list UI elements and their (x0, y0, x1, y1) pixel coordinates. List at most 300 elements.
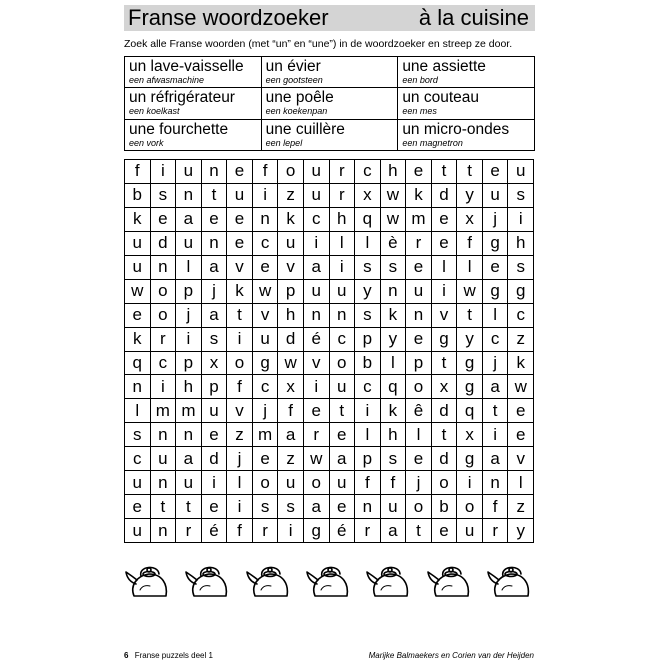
grid-letter[interactable]: è (380, 231, 406, 255)
grid-letter[interactable]: r (150, 327, 176, 351)
grid-letter[interactable]: o (150, 303, 176, 327)
grid-letter[interactable]: d (150, 231, 176, 255)
grid-letter[interactable]: y (457, 327, 483, 351)
grid-letter[interactable]: e (252, 447, 278, 471)
grid-letter[interactable]: u (125, 255, 151, 279)
grid-letter[interactable]: i (508, 207, 534, 231)
grid-letter[interactable]: y (380, 327, 406, 351)
grid-letter[interactable]: w (380, 207, 406, 231)
grid-letter[interactable]: f (457, 231, 483, 255)
french-word: un lave-vaisselle (129, 58, 244, 75)
grid-letter[interactable]: x (278, 375, 304, 399)
grid-letter[interactable]: e (252, 255, 278, 279)
grid-letter[interactable]: a (303, 255, 329, 279)
grid-row (125, 279, 534, 303)
grid-letter[interactable]: h (380, 160, 406, 184)
grid-letter[interactable]: w (457, 279, 483, 303)
grid-letter[interactable]: l (125, 399, 151, 423)
grid-letter[interactable]: u (176, 471, 202, 495)
grid-letter[interactable]: f (355, 471, 381, 495)
grid-letter[interactable]: n (201, 231, 227, 255)
grid-letter[interactable]: h (329, 207, 355, 231)
grid-row (125, 231, 534, 255)
grid-letter[interactable]: s (278, 495, 304, 519)
french-word: une poêle (265, 89, 334, 107)
grid-letter[interactable]: e (329, 423, 355, 447)
grid-letter[interactable]: o (329, 351, 355, 375)
grid-letter[interactable]: q (380, 375, 406, 399)
grid-letter[interactable]: j (406, 471, 432, 495)
grid-letter[interactable]: j (227, 447, 253, 471)
kettle-icon (184, 554, 234, 600)
grid-letter[interactable]: w (303, 447, 329, 471)
grid-letter[interactable]: h (278, 303, 304, 327)
grid-letter[interactable]: g (482, 231, 508, 255)
grid-letter[interactable]: k (380, 303, 406, 327)
grid-letter[interactable]: f (252, 160, 278, 184)
grid-letter[interactable]: e (201, 423, 227, 447)
grid-letter[interactable]: t (150, 495, 176, 519)
grid-letter[interactable]: e (482, 160, 508, 184)
grid-letter[interactable]: j (482, 351, 508, 375)
vocab-cell (261, 119, 398, 150)
grid-row (125, 303, 534, 327)
grid-letter[interactable]: w (508, 375, 534, 399)
grid-letter[interactable]: e (431, 207, 457, 231)
grid-letter[interactable]: h (176, 375, 202, 399)
grid-letter[interactable]: t (431, 351, 457, 375)
grid-letter[interactable]: i (303, 375, 329, 399)
grid-letter[interactable]: h (380, 423, 406, 447)
authors: Marijke Balmaekers en Corien van der Heijden (368, 651, 534, 660)
grid-letter[interactable]: i (150, 375, 176, 399)
grid-letter[interactable]: n (355, 495, 381, 519)
grid-letter[interactable]: e (406, 255, 432, 279)
grid-letter[interactable]: o (252, 471, 278, 495)
grid-letter[interactable]: l (380, 351, 406, 375)
grid-letter[interactable]: x (201, 351, 227, 375)
grid-letter[interactable]: e (227, 207, 253, 231)
grid-letter[interactable]: e (431, 519, 457, 543)
grid-letter[interactable]: c (303, 207, 329, 231)
grid-letter[interactable]: r (252, 519, 278, 543)
grid-letter[interactable]: u (329, 471, 355, 495)
grid-letter[interactable]: u (176, 231, 202, 255)
grid-letter[interactable]: p (355, 327, 381, 351)
grid-row (125, 327, 534, 351)
grid-letter[interactable]: k (125, 327, 151, 351)
vocab-cell (398, 88, 535, 119)
grid-letter[interactable]: t (406, 519, 432, 543)
dutch-translation: een koekenpan (265, 106, 328, 117)
grid-letter[interactable]: i (329, 255, 355, 279)
grid-letter[interactable]: e (125, 303, 151, 327)
grid-letter[interactable]: u (303, 279, 329, 303)
grid-letter[interactable]: y (508, 519, 534, 543)
grid-letter[interactable]: j (482, 207, 508, 231)
grid-letter[interactable]: g (508, 279, 534, 303)
grid-row (125, 375, 534, 399)
grid-letter[interactable]: i (457, 471, 483, 495)
grid-letter[interactable]: u (482, 183, 508, 207)
grid-letter[interactable]: e (329, 495, 355, 519)
grid-letter[interactable]: e (406, 160, 432, 184)
grid-letter[interactable]: z (227, 423, 253, 447)
grid-letter[interactable]: f (125, 160, 151, 184)
grid-letter[interactable]: w (125, 279, 151, 303)
grid-letter[interactable]: c (508, 303, 534, 327)
grid-letter[interactable]: k (125, 207, 151, 231)
grid-letter[interactable]: t (431, 423, 457, 447)
grid-letter[interactable]: b (125, 183, 151, 207)
vocab-cell (125, 119, 262, 150)
grid-letter[interactable]: d (431, 447, 457, 471)
grid-letter[interactable]: u (508, 160, 534, 184)
kettle-icon (245, 554, 295, 600)
grid-letter[interactable]: c (125, 447, 151, 471)
grid-letter[interactable]: i (201, 471, 227, 495)
grid-row (125, 351, 534, 375)
grid-letter[interactable]: u (252, 327, 278, 351)
grid-letter[interactable]: s (150, 183, 176, 207)
grid-letter[interactable]: i (176, 327, 202, 351)
grid-letter[interactable]: x (457, 207, 483, 231)
grid-letter[interactable]: d (431, 183, 457, 207)
grid-letter[interactable]: x (355, 183, 381, 207)
book-title: Franse puzzels deel 1 (134, 651, 213, 660)
grid-letter[interactable]: u (176, 160, 202, 184)
grid-letter[interactable]: a (201, 303, 227, 327)
grid-letter[interactable]: m (406, 207, 432, 231)
grid-letter[interactable]: i (303, 231, 329, 255)
grid-letter[interactable]: y (457, 183, 483, 207)
grid-letter[interactable]: l (431, 255, 457, 279)
grid-letter[interactable]: v (303, 351, 329, 375)
grid-letter[interactable]: j (252, 399, 278, 423)
grid-letter[interactable]: q (457, 399, 483, 423)
grid-letter[interactable]: x (457, 423, 483, 447)
grid-letter[interactable]: n (150, 519, 176, 543)
grid-letter[interactable]: l (457, 255, 483, 279)
grid-letter[interactable]: d (278, 327, 304, 351)
french-word: une fourchette (129, 120, 229, 138)
grid-letter[interactable]: e (431, 231, 457, 255)
grid-row (125, 471, 534, 495)
grid-letter[interactable]: a (176, 207, 202, 231)
grid-letter[interactable]: w (252, 279, 278, 303)
grid-letter[interactable]: v (227, 399, 253, 423)
grid-letter[interactable]: ê (406, 399, 432, 423)
grid-row (125, 423, 534, 447)
grid-letter[interactable]: e (406, 447, 432, 471)
footer (124, 651, 534, 660)
kettle-icon (486, 554, 536, 600)
dutch-translation: een gootsteen (265, 75, 323, 85)
grid-letter[interactable]: o (303, 471, 329, 495)
grid-letter[interactable]: u (150, 447, 176, 471)
grid-letter[interactable]: m (252, 423, 278, 447)
grid-letter[interactable]: n (380, 279, 406, 303)
grid-letter[interactable]: n (303, 303, 329, 327)
kettle-icon (305, 554, 355, 600)
grid-letter[interactable]: u (125, 519, 151, 543)
grid-letter[interactable]: p (355, 447, 381, 471)
grid-letter[interactable]: n (150, 423, 176, 447)
grid-row (125, 160, 534, 184)
grid-letter[interactable]: é (201, 519, 227, 543)
grid-letter[interactable]: t (482, 399, 508, 423)
grid-letter[interactable]: p (278, 279, 304, 303)
grid-letter[interactable]: n (176, 183, 202, 207)
grid-letter[interactable]: u (227, 183, 253, 207)
grid-letter[interactable]: z (508, 495, 534, 519)
grid-letter[interactable]: c (482, 327, 508, 351)
grid-letter[interactable]: u (278, 231, 304, 255)
grid-letter[interactable]: s (125, 423, 151, 447)
theme-title: à la cuisine (418, 5, 529, 30)
grid-letter[interactable]: e (150, 207, 176, 231)
grid-letter[interactable]: l (508, 471, 534, 495)
kettle-icon (124, 554, 174, 600)
grid-letter[interactable]: z (278, 183, 304, 207)
grid-letter[interactable]: i (355, 399, 381, 423)
grid-letter[interactable]: e (125, 495, 151, 519)
dutch-translation: een vork (129, 137, 164, 148)
grid-letter[interactable]: s (380, 255, 406, 279)
grid-letter[interactable]: e (201, 207, 227, 231)
grid-letter[interactable]: é (303, 327, 329, 351)
grid-letter[interactable]: i (278, 519, 304, 543)
grid-letter[interactable]: j (201, 279, 227, 303)
grid-letter[interactable]: f (482, 495, 508, 519)
grid-letter[interactable]: e (227, 231, 253, 255)
grid-letter[interactable]: t (457, 303, 483, 327)
grid-letter[interactable]: e (482, 255, 508, 279)
grid-letter[interactable]: m (150, 399, 176, 423)
grid-row (125, 255, 534, 279)
grid-letter[interactable]: u (125, 231, 151, 255)
french-word: un réfrigérateur (129, 89, 235, 107)
grid-letter[interactable]: y (355, 279, 381, 303)
grid-letter[interactable]: n (150, 255, 176, 279)
grid-letter[interactable]: w (380, 183, 406, 207)
french-word: un couteau (402, 89, 480, 107)
grid-letter[interactable]: g (457, 447, 483, 471)
grid-letter[interactable]: t (176, 495, 202, 519)
grid-letter[interactable]: m (176, 399, 202, 423)
grid-letter[interactable]: v (508, 447, 534, 471)
grid-letter[interactable]: o (431, 471, 457, 495)
grid-letter[interactable]: p (176, 279, 202, 303)
grid-row (125, 447, 534, 471)
grid-letter[interactable]: a (303, 495, 329, 519)
grid-letter[interactable]: v (431, 303, 457, 327)
grid-letter[interactable]: c (252, 375, 278, 399)
grid-letter[interactable]: v (227, 255, 253, 279)
grid-letter[interactable]: r (329, 160, 355, 184)
grid-letter[interactable]: n (201, 160, 227, 184)
grid-letter[interactable]: s (355, 255, 381, 279)
grid-letter[interactable]: t (431, 160, 457, 184)
grid-letter[interactable]: t (227, 303, 253, 327)
grid-letter[interactable]: t (329, 399, 355, 423)
grid-letter[interactable]: c (150, 351, 176, 375)
grid-letter[interactable]: a (329, 447, 355, 471)
grid-letter[interactable]: f (380, 471, 406, 495)
grid-letter[interactable]: i (252, 183, 278, 207)
grid-letter[interactable]: u (406, 279, 432, 303)
grid-letter[interactable]: u (201, 399, 227, 423)
grid-letter[interactable]: e (227, 160, 253, 184)
grid-letter[interactable]: s (355, 303, 381, 327)
grid-row (125, 399, 534, 423)
grid-letter[interactable]: z (278, 447, 304, 471)
grid-letter[interactable]: e (201, 495, 227, 519)
grid-letter[interactable]: d (201, 447, 227, 471)
grid-letter[interactable]: h (508, 231, 534, 255)
grid-letter[interactable]: i (227, 327, 253, 351)
grid-letter[interactable]: n (406, 303, 432, 327)
grid-letter[interactable]: g (457, 351, 483, 375)
grid-letter[interactable]: v (278, 255, 304, 279)
grid-letter[interactable]: o (150, 279, 176, 303)
grid-letter[interactable]: v (252, 303, 278, 327)
grid-letter[interactable]: r (329, 183, 355, 207)
grid-letter[interactable]: l (482, 303, 508, 327)
grid-letter[interactable]: i (150, 160, 176, 184)
grid-letter[interactable]: s (380, 447, 406, 471)
grid-letter[interactable]: n (482, 471, 508, 495)
grid-letter[interactable]: k (406, 183, 432, 207)
grid-letter[interactable]: a (278, 423, 304, 447)
grid-letter[interactable]: b (355, 351, 381, 375)
grid-row (125, 495, 534, 519)
grid-letter[interactable]: j (176, 303, 202, 327)
grid-letter[interactable]: r (176, 519, 202, 543)
grid-letter[interactable]: k (380, 399, 406, 423)
grid-letter[interactable]: r (355, 519, 381, 543)
grid-letter[interactable]: x (431, 375, 457, 399)
grid-letter[interactable]: u (303, 160, 329, 184)
grid-letter[interactable]: t (457, 160, 483, 184)
grid-letter[interactable]: l (355, 231, 381, 255)
grid-letter[interactable]: e (406, 327, 432, 351)
grid-letter[interactable]: e (508, 423, 534, 447)
grid-letter[interactable]: a (482, 375, 508, 399)
grid-letter[interactable]: k (508, 351, 534, 375)
grid-letter[interactable]: e (303, 399, 329, 423)
vocabulary-table (124, 56, 535, 151)
grid-letter[interactable]: u (380, 495, 406, 519)
grid-row (125, 207, 534, 231)
dutch-translation: een magnetron (402, 137, 463, 148)
grid-letter[interactable]: k (278, 207, 304, 231)
grid-letter[interactable]: n (125, 375, 151, 399)
grid-letter[interactable]: w (278, 351, 304, 375)
grid-letter[interactable]: u (329, 375, 355, 399)
grid-letter[interactable]: c (355, 375, 381, 399)
grid-letter[interactable]: s (508, 183, 534, 207)
grid-letter[interactable]: l (176, 255, 202, 279)
grid-letter[interactable]: l (329, 231, 355, 255)
grid-letter[interactable]: t (201, 183, 227, 207)
dutch-translation: een koelkast (129, 106, 180, 117)
grid-letter[interactable]: u (457, 519, 483, 543)
vocab-cell (398, 57, 535, 88)
grid-letter[interactable]: n (329, 303, 355, 327)
french-word: une assiette (402, 58, 486, 75)
grid-letter[interactable]: o (278, 160, 304, 184)
grid-letter[interactable]: n (176, 423, 202, 447)
grid-letter[interactable]: i (482, 423, 508, 447)
vocab-cell (125, 57, 262, 88)
grid-letter[interactable]: a (201, 255, 227, 279)
grid-letter[interactable]: c (252, 231, 278, 255)
grid-letter[interactable]: p (406, 351, 432, 375)
grid-letter[interactable]: i (227, 495, 253, 519)
grid-letter[interactable]: u (278, 471, 304, 495)
grid-letter[interactable]: a (176, 447, 202, 471)
footer-left (124, 651, 213, 660)
french-word: une cuillère (265, 120, 345, 138)
grid-letter[interactable]: d (431, 399, 457, 423)
grid-letter[interactable]: l (227, 471, 253, 495)
grid-letter[interactable]: u (125, 471, 151, 495)
grid-letter[interactable]: p (176, 351, 202, 375)
grid-letter[interactable]: o (227, 351, 253, 375)
grid-letter[interactable]: u (329, 279, 355, 303)
grid-letter[interactable]: e (508, 399, 534, 423)
grid-letter[interactable]: a (380, 519, 406, 543)
grid-letter[interactable]: i (431, 279, 457, 303)
grid-letter[interactable]: f (227, 519, 253, 543)
grid-letter[interactable]: g (457, 375, 483, 399)
grid-letter[interactable]: s (508, 255, 534, 279)
grid-letter[interactable]: o (406, 495, 432, 519)
grid-letter[interactable]: g (252, 351, 278, 375)
grid-letter[interactable]: c (329, 327, 355, 351)
grid-letter[interactable]: q (355, 207, 381, 231)
grid-letter[interactable]: p (201, 375, 227, 399)
grid-letter[interactable]: s (252, 495, 278, 519)
vocab-cell (398, 119, 535, 150)
grid-letter[interactable]: o (406, 375, 432, 399)
grid-letter[interactable]: c (355, 160, 381, 184)
grid-letter[interactable]: é (329, 519, 355, 543)
grid-letter[interactable]: f (227, 375, 253, 399)
grid-letter[interactable]: f (278, 399, 304, 423)
grid-letter[interactable]: o (457, 495, 483, 519)
grid-letter[interactable]: l (355, 423, 381, 447)
grid-letter[interactable]: n (252, 207, 278, 231)
grid-letter[interactable]: n (150, 471, 176, 495)
grid-letter[interactable]: g (303, 519, 329, 543)
grid-letter[interactable]: a (482, 447, 508, 471)
grid-letter[interactable]: q (125, 351, 151, 375)
grid-letter[interactable]: g (431, 327, 457, 351)
grid-letter[interactable]: g (482, 279, 508, 303)
grid-letter[interactable]: b (431, 495, 457, 519)
grid-letter[interactable]: s (201, 327, 227, 351)
grid-letter[interactable]: z (508, 327, 534, 351)
grid-letter[interactable]: u (303, 183, 329, 207)
grid-letter[interactable]: r (482, 519, 508, 543)
grid-letter[interactable]: r (303, 423, 329, 447)
grid-letter[interactable]: l (406, 423, 432, 447)
grid-letter[interactable]: k (227, 279, 253, 303)
grid-letter[interactable]: r (406, 231, 432, 255)
kettle-icon (365, 554, 415, 600)
